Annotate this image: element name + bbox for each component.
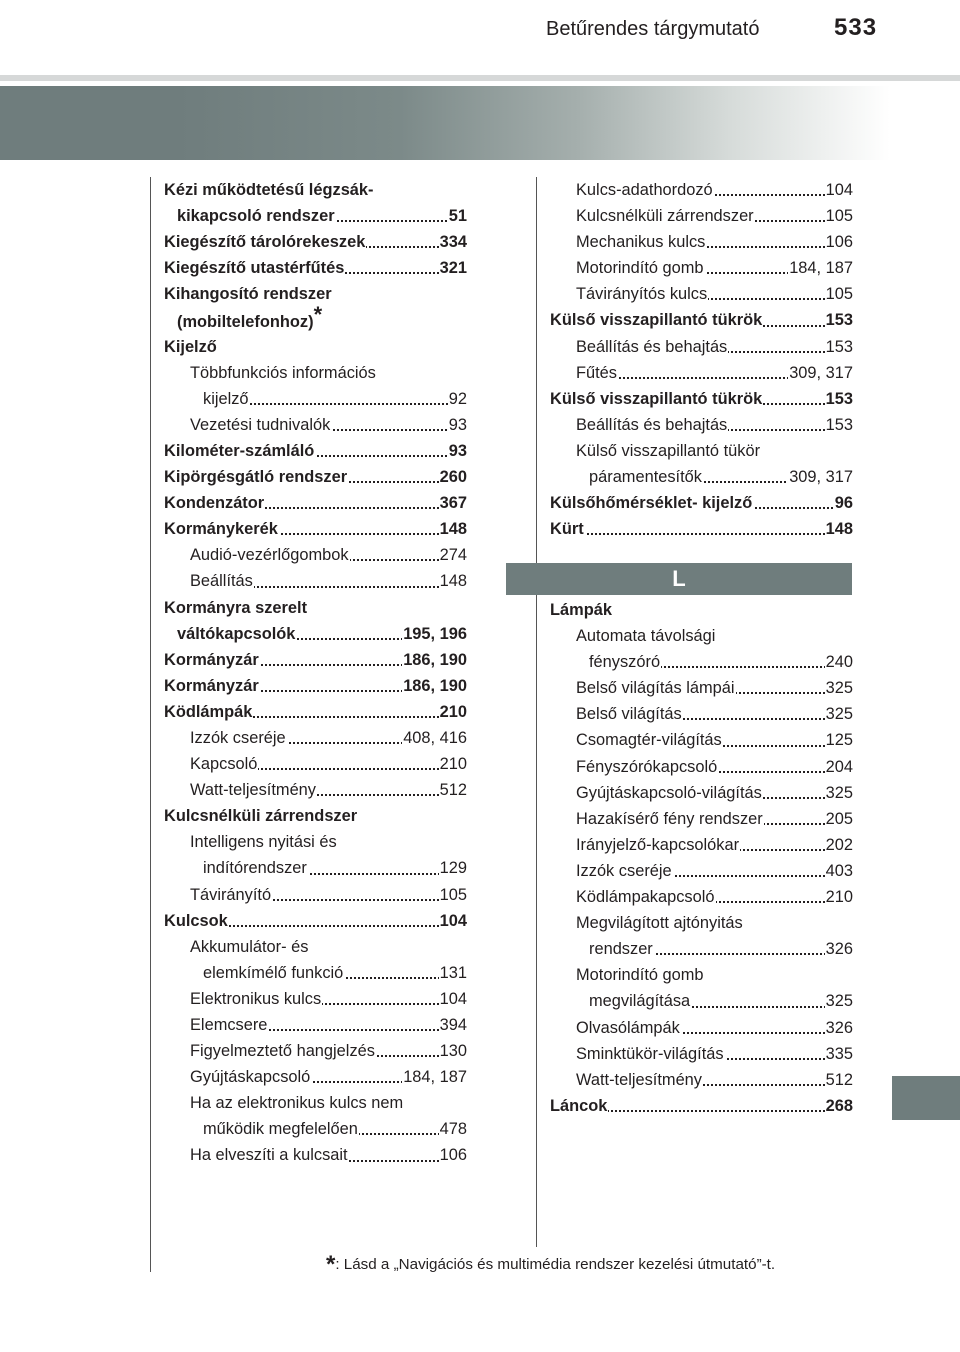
column-divider [536, 177, 537, 1247]
page-reference: 184, 187 [402, 1064, 467, 1090]
index-term: Távirányítós kulcs [576, 281, 708, 307]
index-term: Kapcsoló [190, 751, 258, 777]
index-entry [550, 649, 853, 675]
index-entry [550, 780, 853, 806]
page-reference: 326 [825, 1015, 853, 1041]
index-term: Akkumulátor- és [190, 934, 309, 960]
index-entry [550, 623, 853, 649]
index-entry [550, 1067, 853, 1093]
footnote-marker: * [326, 1251, 336, 1278]
index-term: Kondenzátor [164, 490, 265, 516]
page-reference: 105 [825, 281, 853, 307]
page-reference: 96 [834, 490, 853, 516]
index-term: Kulcs-adathordozó [576, 177, 714, 203]
page-reference: 325 [825, 675, 853, 701]
index-term: Kormányra szerelt [164, 595, 308, 621]
index-term: Izzók cseréje [576, 858, 673, 884]
index-entry [164, 725, 467, 751]
index-entry [164, 1090, 467, 1116]
index-term: Külső visszapillantó tükrök [550, 386, 763, 412]
page-reference: 105 [825, 203, 853, 229]
index-entry [164, 829, 467, 855]
page-reference: 512 [439, 777, 467, 803]
page-reference: 104 [439, 986, 467, 1012]
page-reference: 210 [439, 751, 467, 777]
dot-leader [550, 533, 853, 535]
index-term: Intelligens nyitási és [190, 829, 338, 855]
index-term: Beállítás és behajtás [576, 334, 728, 360]
index-term: Sminktükör-világítás [576, 1041, 725, 1067]
index-term: Hazakísérő fény rendszer [576, 806, 764, 832]
index-term: Kiegészítő tárolórekeszek [164, 229, 366, 255]
index-entry [164, 803, 467, 829]
index-term: Kiegészítő utastérfűtés [164, 255, 345, 281]
index-term: kijelző [203, 386, 250, 412]
index-entry [550, 988, 853, 1014]
index-term: Kilométer-számláló [164, 438, 315, 464]
index-entry [164, 438, 467, 464]
index-entry [550, 255, 853, 281]
footnote-reference-marker: * [313, 302, 323, 328]
index-entry [550, 858, 853, 884]
index-term: Elemcsere [190, 1012, 268, 1038]
page-number: 533 [834, 14, 878, 41]
page-reference: 394 [439, 1012, 467, 1038]
index-term: Fényszórókapcsoló [576, 754, 718, 780]
index-term: Fűtés [576, 360, 618, 386]
page-reference: 104 [825, 177, 853, 203]
index-term: Beállítás [190, 568, 254, 594]
index-term: megvilágítása [589, 988, 691, 1014]
index-term: Kézi működtetésű légzsák- [164, 177, 375, 203]
index-term: Csomagtér-világítás [576, 727, 723, 753]
index-term: Watt-teljesítmény [190, 777, 317, 803]
index-entry [550, 464, 853, 490]
index-term: Többfunkciós információs [190, 360, 377, 386]
index-entry [164, 542, 467, 568]
index-entry [164, 1038, 467, 1064]
page-reference: 325 [825, 780, 853, 806]
page-reference: 195, 196 [402, 621, 467, 647]
index-entry [164, 934, 467, 960]
index-entry [550, 490, 853, 516]
page-reference: 326 [825, 936, 853, 962]
index-term: Kulcsnélküli zárrendszer [576, 203, 755, 229]
index-entry [164, 229, 467, 255]
index-term: Kulcsnélküli zárrendszer [164, 803, 358, 829]
page-reference: 334 [439, 229, 467, 255]
index-term: Kormányzár [164, 647, 260, 673]
page-reference: 129 [439, 855, 467, 881]
page-reference: 205 [825, 806, 853, 832]
page-reference: 148 [439, 568, 467, 594]
index-entry [550, 884, 853, 910]
index-entry [550, 675, 853, 701]
index-term: Kürt [550, 516, 585, 542]
index-entry [550, 701, 853, 727]
index-term: működik megfelelően [203, 1116, 359, 1142]
index-term: Olvasólámpák [576, 1015, 681, 1041]
index-entry [164, 334, 467, 360]
index-term: Belső világítás lámpái [576, 675, 736, 701]
index-entry [164, 699, 467, 725]
index-term: Láncok [550, 1093, 608, 1119]
page-reference: 153 [825, 386, 853, 412]
index-entry [550, 177, 853, 203]
index-entry [550, 1041, 853, 1067]
index-term: Beállítás és behajtás [576, 412, 728, 438]
chapter-thumb-tab [892, 1076, 960, 1120]
left-margin-rule [150, 177, 151, 1272]
index-entry [164, 412, 467, 438]
page-reference: 130 [439, 1038, 467, 1064]
page-reference: 153 [825, 412, 853, 438]
page-reference: 148 [825, 516, 853, 542]
page-reference: 403 [825, 858, 853, 884]
index-term: Ha az elektronikus kulcs nem [190, 1090, 404, 1116]
index-term: Kihangosító rendszer [164, 281, 333, 307]
index-entry [164, 1064, 467, 1090]
index-term: Gyújtáskapcsoló [190, 1064, 311, 1090]
index-entry [550, 281, 853, 307]
index-term: elemkímélő funkció [203, 960, 344, 986]
page-reference: 478 [439, 1116, 467, 1142]
index-term: Ha elveszíti a kulcsait [190, 1142, 349, 1168]
page-reference: 309, 317 [788, 464, 853, 490]
index-term: Kipörgésgátló rendszer [164, 464, 348, 490]
index-term: Külső visszapillantó tükrök [550, 307, 763, 333]
index-entry [550, 516, 853, 542]
page-reference: 148 [439, 516, 467, 542]
index-entry [550, 910, 853, 936]
index-term: Elektronikus kulcs [190, 986, 322, 1012]
index-term: Kormánykerék [164, 516, 279, 542]
index-entry [550, 1093, 853, 1119]
index-term: Ködlámpák [164, 699, 253, 725]
page-reference: 153 [825, 307, 853, 333]
index-term: Automata távolsági [576, 623, 716, 649]
index-entry [550, 962, 853, 988]
index-term: Motorindító gomb [576, 962, 705, 988]
index-entry [550, 936, 853, 962]
index-entry [164, 386, 467, 412]
index-entry [550, 1015, 853, 1041]
page-reference: 131 [439, 960, 467, 986]
index-entry [164, 490, 467, 516]
page-reference: 274 [439, 542, 467, 568]
index-entry [164, 1116, 467, 1142]
index-column-right-top [550, 177, 853, 542]
page-reference: 335 [825, 1041, 853, 1067]
index-entry [164, 751, 467, 777]
index-entry [550, 806, 853, 832]
page-reference: 210 [825, 884, 853, 910]
index-column-left [164, 177, 467, 1169]
page-reference: 268 [825, 1093, 853, 1119]
index-entry [164, 464, 467, 490]
index-term: Ködlámpakapcsoló [576, 884, 716, 910]
page-reference: 51 [448, 203, 467, 229]
page-reference: 325 [825, 701, 853, 727]
index-entry [164, 568, 467, 594]
index-term: Kijelző [164, 334, 218, 360]
page-reference: 186, 190 [402, 673, 467, 699]
index-entry [164, 203, 467, 229]
index-term: rendszer [589, 936, 654, 962]
index-term: kikapcsoló rendszer [177, 203, 336, 229]
page-reference: 106 [439, 1142, 467, 1168]
page-reference: 325 [825, 988, 853, 1014]
index-entry [550, 334, 853, 360]
index-term: Távirányító [190, 882, 272, 908]
index-term: (mobiltelefonhoz)* [177, 307, 323, 335]
index-term: Belső világítás [576, 701, 683, 727]
index-entry [550, 832, 853, 858]
page-reference: 260 [439, 464, 467, 490]
index-term: Külsőhőmérséklet- kijelző [550, 490, 753, 516]
footnote-text: : Lásd a „Navigációs és multimédia rendszer kezelési útmutató”-t. [335, 1256, 776, 1273]
page-reference: 105 [439, 882, 467, 908]
page-reference: 321 [439, 255, 467, 281]
index-entry [164, 255, 467, 281]
index-term: Kormányzár [164, 673, 260, 699]
index-entry [164, 621, 467, 647]
page-reference: 153 [825, 334, 853, 360]
index-term: Motorindító gomb [576, 255, 705, 281]
index-term: Vezetési tudnivalók [190, 412, 331, 438]
running-header-title: Betűrendes tárgymutató [546, 18, 760, 40]
index-term: váltókapcsolók [177, 621, 296, 647]
index-term: Watt-teljesítmény [576, 1067, 703, 1093]
index-entry [164, 595, 467, 621]
index-entry [164, 302, 467, 333]
index-term: Lámpák [550, 597, 613, 623]
index-term: Figyelmeztető hangjelzés [190, 1038, 376, 1064]
index-term: indítórendszer [203, 855, 308, 881]
index-entry [550, 307, 853, 333]
index-term: Irányjelző-kapcsolókar [576, 832, 740, 858]
page-reference: 309, 317 [788, 360, 853, 386]
index-entry [164, 1012, 467, 1038]
page-reference: 240 [825, 649, 853, 675]
page-reference: 93 [448, 412, 467, 438]
page-reference: 210 [439, 699, 467, 725]
index-term: Gyújtáskapcsoló-világítás [576, 780, 763, 806]
index-entry [550, 412, 853, 438]
index-entry [550, 438, 853, 464]
index-entry [550, 597, 853, 623]
page-reference: 106 [825, 229, 853, 255]
page-reference: 204 [825, 754, 853, 780]
page-reference: 186, 190 [402, 647, 467, 673]
index-entry [550, 754, 853, 780]
page-reference: 367 [439, 490, 467, 516]
footnote [326, 1248, 775, 1276]
index-entry [550, 386, 853, 412]
page-reference: 92 [448, 386, 467, 412]
index-entry [550, 727, 853, 753]
index-entry [164, 882, 467, 908]
index-term: Izzók cseréje [190, 725, 287, 751]
index-term: Mechanikus kulcs [576, 229, 706, 255]
index-entry [164, 986, 467, 1012]
page-reference: 93 [448, 438, 467, 464]
header-gradient-band [0, 86, 890, 160]
index-term: Megvilágított ajtónyitás [576, 910, 744, 936]
index-entry [164, 360, 467, 386]
index-term: Kulcsok [164, 908, 229, 934]
index-term: Audió-vezérlőgombok [190, 542, 350, 568]
index-entry [164, 516, 467, 542]
index-entry [164, 908, 467, 934]
index-entry [164, 855, 467, 881]
index-term: fényszóró [589, 649, 661, 675]
index-entry [164, 1142, 467, 1168]
index-entry [550, 360, 853, 386]
page-reference: 408, 416 [402, 725, 467, 751]
page-reference: 125 [825, 727, 853, 753]
page-reference: 104 [439, 908, 467, 934]
page-reference: 512 [825, 1067, 853, 1093]
header-rule [0, 75, 960, 81]
index-term: Külső visszapillantó tükör [576, 438, 761, 464]
index-term: páramentesítők [589, 464, 703, 490]
page-reference: 202 [825, 832, 853, 858]
index-entry [164, 777, 467, 803]
index-entry [164, 960, 467, 986]
section-letter-band: L [506, 563, 852, 595]
index-entry [164, 647, 467, 673]
index-entry [550, 229, 853, 255]
index-entry [164, 673, 467, 699]
index-entry [550, 203, 853, 229]
index-column-right-bottom [550, 597, 853, 1119]
index-entry [164, 177, 467, 203]
page-reference: 184, 187 [788, 255, 853, 281]
